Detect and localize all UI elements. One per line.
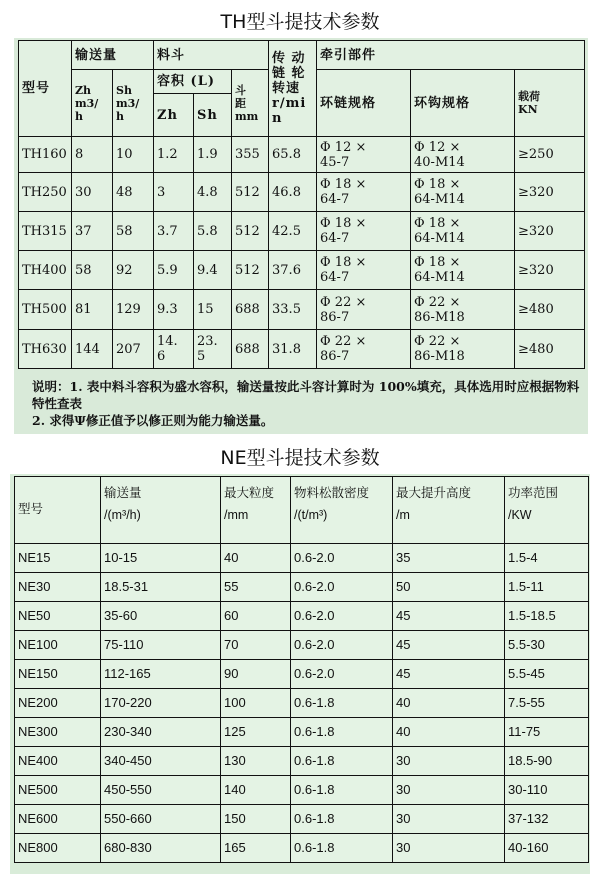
table-row [19, 137, 585, 173]
table-cell [411, 137, 515, 173]
ne-cell-density: 0.6-1.8 [291, 689, 393, 718]
table-cell: 129 [113, 290, 154, 330]
cell-text-line: /mm [224, 508, 249, 522]
table-cell [317, 330, 411, 369]
ne-cell-max-size: 125 [221, 718, 291, 747]
cell-text-line: Φ 18 × [320, 216, 367, 231]
ne-cell-density: 0.6-2.0 [291, 631, 393, 660]
table-cell: ≥480 [515, 290, 585, 330]
table-row [15, 660, 589, 689]
ne-cell-lift-height: 30 [393, 805, 505, 834]
ne-cell-max-size: 165 [221, 834, 291, 863]
cell-text-line: 链 轮 [272, 66, 306, 81]
th-header-volume: 容积 (L) [154, 70, 232, 94]
ne-cell-power: 40-160 [505, 834, 589, 863]
ne-cell-max-size: 100 [221, 689, 291, 718]
th-notes [32, 378, 584, 429]
cell-text-line: 5 [197, 349, 206, 364]
table-row [19, 173, 585, 212]
ne-cell-lift-height: 35 [393, 544, 505, 573]
cell-text-line: 最大提升高度 [396, 486, 472, 500]
table-cell: ≥250 [515, 137, 585, 173]
cell-text-line: n [272, 111, 283, 126]
ne-cell-capacity: 18.5-31 [101, 573, 221, 602]
table-cell: TH630 [19, 330, 72, 369]
ne-cell-power: 18.5-90 [505, 747, 589, 776]
table-cell: 3 [154, 173, 194, 212]
ne-cell-model: NE400 [15, 747, 101, 776]
table-cell: TH160 [19, 137, 72, 173]
cell-text-line: 64-7 [320, 231, 350, 246]
ne-cell-lift-height: 45 [393, 631, 505, 660]
table-cell: ≥320 [515, 251, 585, 290]
ne-cell-max-size: 90 [221, 660, 291, 689]
cell-text-line: 64-M14 [414, 231, 465, 246]
cell-text-line: 转速 [272, 81, 301, 96]
ne-header-density [291, 477, 393, 544]
cell-text-line: /(m³/h) [104, 508, 141, 522]
ne-cell-density: 0.6-1.8 [291, 747, 393, 776]
th-table-title: TH型斗提技术参数 [220, 11, 380, 33]
table-cell: 1.9 [194, 137, 232, 173]
cell-text-line: Φ 12 × [320, 139, 367, 155]
ne-cell-density: 0.6-1.8 [291, 834, 393, 863]
table-cell [411, 251, 515, 290]
ne-cell-max-size: 60 [221, 602, 291, 631]
table-cell: 58 [72, 251, 113, 290]
table-cell: 31.8 [269, 330, 317, 369]
ne-cell-density: 0.6-2.0 [291, 660, 393, 689]
ne-cell-capacity: 10-15 [101, 544, 221, 573]
table-cell: 144 [72, 330, 113, 369]
table-header-row [15, 477, 589, 544]
ne-cell-power: 5.5-45 [505, 660, 589, 689]
table-cell: 688 [232, 330, 269, 369]
ne-cell-lift-height: 50 [393, 573, 505, 602]
ne-cell-density: 0.6-2.0 [291, 602, 393, 631]
th-header-model: 型号 [19, 41, 72, 137]
table-cell: TH250 [19, 173, 72, 212]
ne-cell-power: 7.5-55 [505, 689, 589, 718]
cell-text-line: Φ 18 × [320, 177, 367, 192]
cell-text-line: Zh [75, 83, 92, 97]
ne-header-max-size [221, 477, 291, 544]
cell-text-line: m3/ [116, 96, 140, 110]
ne-table-title: NE型斗提技术参数 [220, 447, 380, 469]
ne-cell-model: NE200 [15, 689, 101, 718]
table-cell: 5.8 [194, 212, 232, 251]
cell-text-line: 物料松散密度 [294, 486, 370, 500]
ne-cell-lift-height: 30 [393, 776, 505, 805]
ne-cell-model: NE100 [15, 631, 101, 660]
cell-text-line: 40-M14 [414, 154, 465, 170]
ne-cell-lift-height: 40 [393, 718, 505, 747]
cell-text-line: 86-M18 [414, 309, 465, 325]
table-cell: TH315 [19, 212, 72, 251]
table-cell: 58 [113, 212, 154, 251]
ne-header-model [15, 477, 101, 544]
table-cell: TH500 [19, 290, 72, 330]
table-row [15, 805, 589, 834]
table-row [15, 689, 589, 718]
ne-cell-power: 1.5-18.5 [505, 602, 589, 631]
cell-text-line: 功率范围 [508, 486, 559, 500]
ne-cell-power: 1.5-11 [505, 573, 589, 602]
cell-text-line: /(t/m³) [294, 508, 328, 522]
ne-spec-panel [10, 474, 590, 874]
table-cell: ≥480 [515, 330, 585, 369]
th-header-capacity-zh [72, 70, 113, 137]
cell-text-line: 86-M18 [414, 349, 465, 364]
ne-cell-power: 30-110 [505, 776, 589, 805]
ne-cell-lift-height: 30 [393, 834, 505, 863]
cell-text-line: 86-7 [320, 349, 350, 364]
th-header-capacity-sh [113, 70, 154, 137]
th-header-chain: 环链规格 [317, 70, 411, 137]
cell-text-line: KN [518, 103, 538, 116]
cell-text-line: 14. [157, 334, 178, 349]
table-cell [317, 173, 411, 212]
cell-text-line: Sh [116, 83, 132, 97]
ne-cell-model: NE15 [15, 544, 101, 573]
cell-text-line: 64-M14 [414, 270, 465, 285]
ne-cell-lift-height: 40 [393, 689, 505, 718]
cell-text-line: m3/ [75, 96, 99, 110]
table-row [15, 747, 589, 776]
ne-cell-power: 1.5-4 [505, 544, 589, 573]
table-row [19, 251, 585, 290]
table-row [19, 330, 585, 369]
cell-text-line: 距 [235, 96, 247, 110]
th-header-load [515, 70, 585, 137]
table-row [19, 290, 585, 330]
cell-text-line: 输送量 [104, 486, 142, 500]
table-cell: ≥320 [515, 173, 585, 212]
ne-cell-capacity: 680-830 [101, 834, 221, 863]
th-note-1: 说明：1. 表中料斗容积为盛水容积，输送量按此斗容计算时为 100%填充，具体选用时应根据物料特性查表 [32, 379, 580, 411]
ne-cell-lift-height: 30 [393, 747, 505, 776]
cell-text-line: 23. [197, 334, 218, 349]
table-cell: 9.3 [154, 290, 194, 330]
table-cell: 46.8 [269, 173, 317, 212]
cell-text-line: 6 [157, 349, 166, 364]
ne-header-capacity [101, 477, 221, 544]
cell-text-line: /KW [508, 508, 532, 522]
table-row [15, 573, 589, 602]
th-header-bucket: 料斗 [154, 41, 269, 70]
table-cell: 9.4 [194, 251, 232, 290]
table-cell: TH400 [19, 251, 72, 290]
table-cell [317, 290, 411, 330]
cell-text-line: 64-M14 [414, 192, 465, 207]
cell-text-line: Φ 22 × [320, 294, 367, 310]
cell-text-line: Φ 18 × [414, 177, 461, 192]
cell-text-line: 斗 [235, 83, 247, 97]
ne-cell-max-size: 140 [221, 776, 291, 805]
table-cell: 37.6 [269, 251, 317, 290]
table-row [15, 776, 589, 805]
ne-cell-capacity: 230-340 [101, 718, 221, 747]
table-cell: 207 [113, 330, 154, 369]
cell-text-line: Φ 18 × [414, 216, 461, 231]
cell-text-line: /m [396, 508, 410, 522]
table-cell: 4.8 [194, 173, 232, 212]
th-header-volume-sh: Sh [194, 94, 232, 137]
cell-text-line: 45-7 [320, 154, 350, 170]
table-cell: 355 [232, 137, 269, 173]
cell-text-line: 86-7 [320, 309, 350, 325]
ne-cell-model: NE800 [15, 834, 101, 863]
table-row [15, 718, 589, 747]
table-row [15, 544, 589, 573]
ne-cell-max-size: 40 [221, 544, 291, 573]
table-cell: ≥320 [515, 212, 585, 251]
table-cell: 512 [232, 212, 269, 251]
table-cell: 92 [113, 251, 154, 290]
cell-text-line: Φ 18 × [320, 255, 367, 270]
table-cell [317, 251, 411, 290]
ne-cell-capacity: 340-450 [101, 747, 221, 776]
table-row [19, 212, 585, 251]
table-cell [411, 330, 515, 369]
cell-text-line: 64-7 [320, 192, 350, 207]
table-cell: 512 [232, 251, 269, 290]
table-cell: 8 [72, 137, 113, 173]
table-cell: 688 [232, 290, 269, 330]
table-cell: 81 [72, 290, 113, 330]
table-cell [317, 137, 411, 173]
table-cell: 33.5 [269, 290, 317, 330]
th-note-2: 2. 求得Ψ修正值予以修正则为能力输送量。 [32, 413, 274, 428]
ne-cell-max-size: 130 [221, 747, 291, 776]
ne-cell-model: NE600 [15, 805, 101, 834]
ne-cell-max-size: 70 [221, 631, 291, 660]
ne-cell-power: 11-75 [505, 718, 589, 747]
ne-cell-density: 0.6-2.0 [291, 573, 393, 602]
cell-text-line: Φ 22 × [320, 334, 367, 349]
ne-cell-capacity: 112-165 [101, 660, 221, 689]
ne-header-power [505, 477, 589, 544]
th-header-hook: 环钩规格 [411, 70, 515, 137]
cell-text-line: Φ 22 × [414, 294, 461, 310]
th-header-volume-zh: Zh [154, 94, 194, 137]
th-header-drive-speed [269, 41, 317, 137]
ne-cell-density: 0.6-1.8 [291, 718, 393, 747]
ne-cell-lift-height: 45 [393, 602, 505, 631]
ne-cell-density: 0.6-2.0 [291, 544, 393, 573]
ne-cell-lift-height: 45 [393, 660, 505, 689]
cell-text-line: h [75, 109, 83, 123]
table-cell: 30 [72, 173, 113, 212]
ne-cell-capacity: 450-550 [101, 776, 221, 805]
table-cell: 10 [113, 137, 154, 173]
th-spec-panel [14, 38, 588, 434]
table-cell [411, 212, 515, 251]
table-row [15, 834, 589, 863]
cell-text-line: 64-7 [320, 270, 350, 285]
ne-cell-capacity: 550-660 [101, 805, 221, 834]
cell-text-line: 载荷 [518, 90, 541, 103]
table-cell: 42.5 [269, 212, 317, 251]
table-cell [411, 173, 515, 212]
ne-header-lift-height [393, 477, 505, 544]
ne-cell-capacity: 170-220 [101, 689, 221, 718]
th-header-pitch [232, 70, 269, 137]
ne-spec-table [14, 476, 589, 863]
table-row [15, 631, 589, 660]
table-cell: 65.8 [269, 137, 317, 173]
ne-cell-density: 0.6-1.8 [291, 776, 393, 805]
ne-cell-power: 37-132 [505, 805, 589, 834]
table-cell: 1.2 [154, 137, 194, 173]
ne-cell-capacity: 75-110 [101, 631, 221, 660]
ne-cell-model: NE30 [15, 573, 101, 602]
th-header-traction: 牵引部件 [317, 41, 585, 70]
table-cell [317, 212, 411, 251]
cell-text-line: h [116, 109, 124, 123]
cell-text-line: 最大粒度 [224, 486, 275, 500]
ne-cell-model: NE50 [15, 602, 101, 631]
table-cell [194, 330, 232, 369]
ne-cell-max-size: 55 [221, 573, 291, 602]
ne-cell-density: 0.6-1.8 [291, 805, 393, 834]
cell-text-line: r/mi [272, 96, 307, 111]
ne-cell-model: NE150 [15, 660, 101, 689]
th-spec-table [18, 40, 585, 369]
ne-cell-power: 5.5-30 [505, 631, 589, 660]
cell-text-line: 型号 [18, 502, 44, 516]
table-row [15, 602, 589, 631]
cell-text-line: mm [235, 109, 259, 123]
th-header-capacity: 输送量 [72, 41, 154, 70]
ne-cell-capacity: 35-60 [101, 602, 221, 631]
table-cell [154, 330, 194, 369]
cell-text-line: Φ 12 × [414, 139, 461, 155]
table-cell: 512 [232, 173, 269, 212]
cell-text-line: Φ 18 × [414, 255, 461, 270]
ne-cell-max-size: 150 [221, 805, 291, 834]
table-cell: 3.7 [154, 212, 194, 251]
table-cell: 5.9 [154, 251, 194, 290]
ne-cell-model: NE500 [15, 776, 101, 805]
table-cell [411, 290, 515, 330]
cell-text-line: 传 动 [272, 51, 306, 66]
ne-cell-model: NE300 [15, 718, 101, 747]
cell-text-line: Φ 22 × [414, 334, 461, 349]
table-cell: 37 [72, 212, 113, 251]
table-cell: 15 [194, 290, 232, 330]
table-cell: 48 [113, 173, 154, 212]
